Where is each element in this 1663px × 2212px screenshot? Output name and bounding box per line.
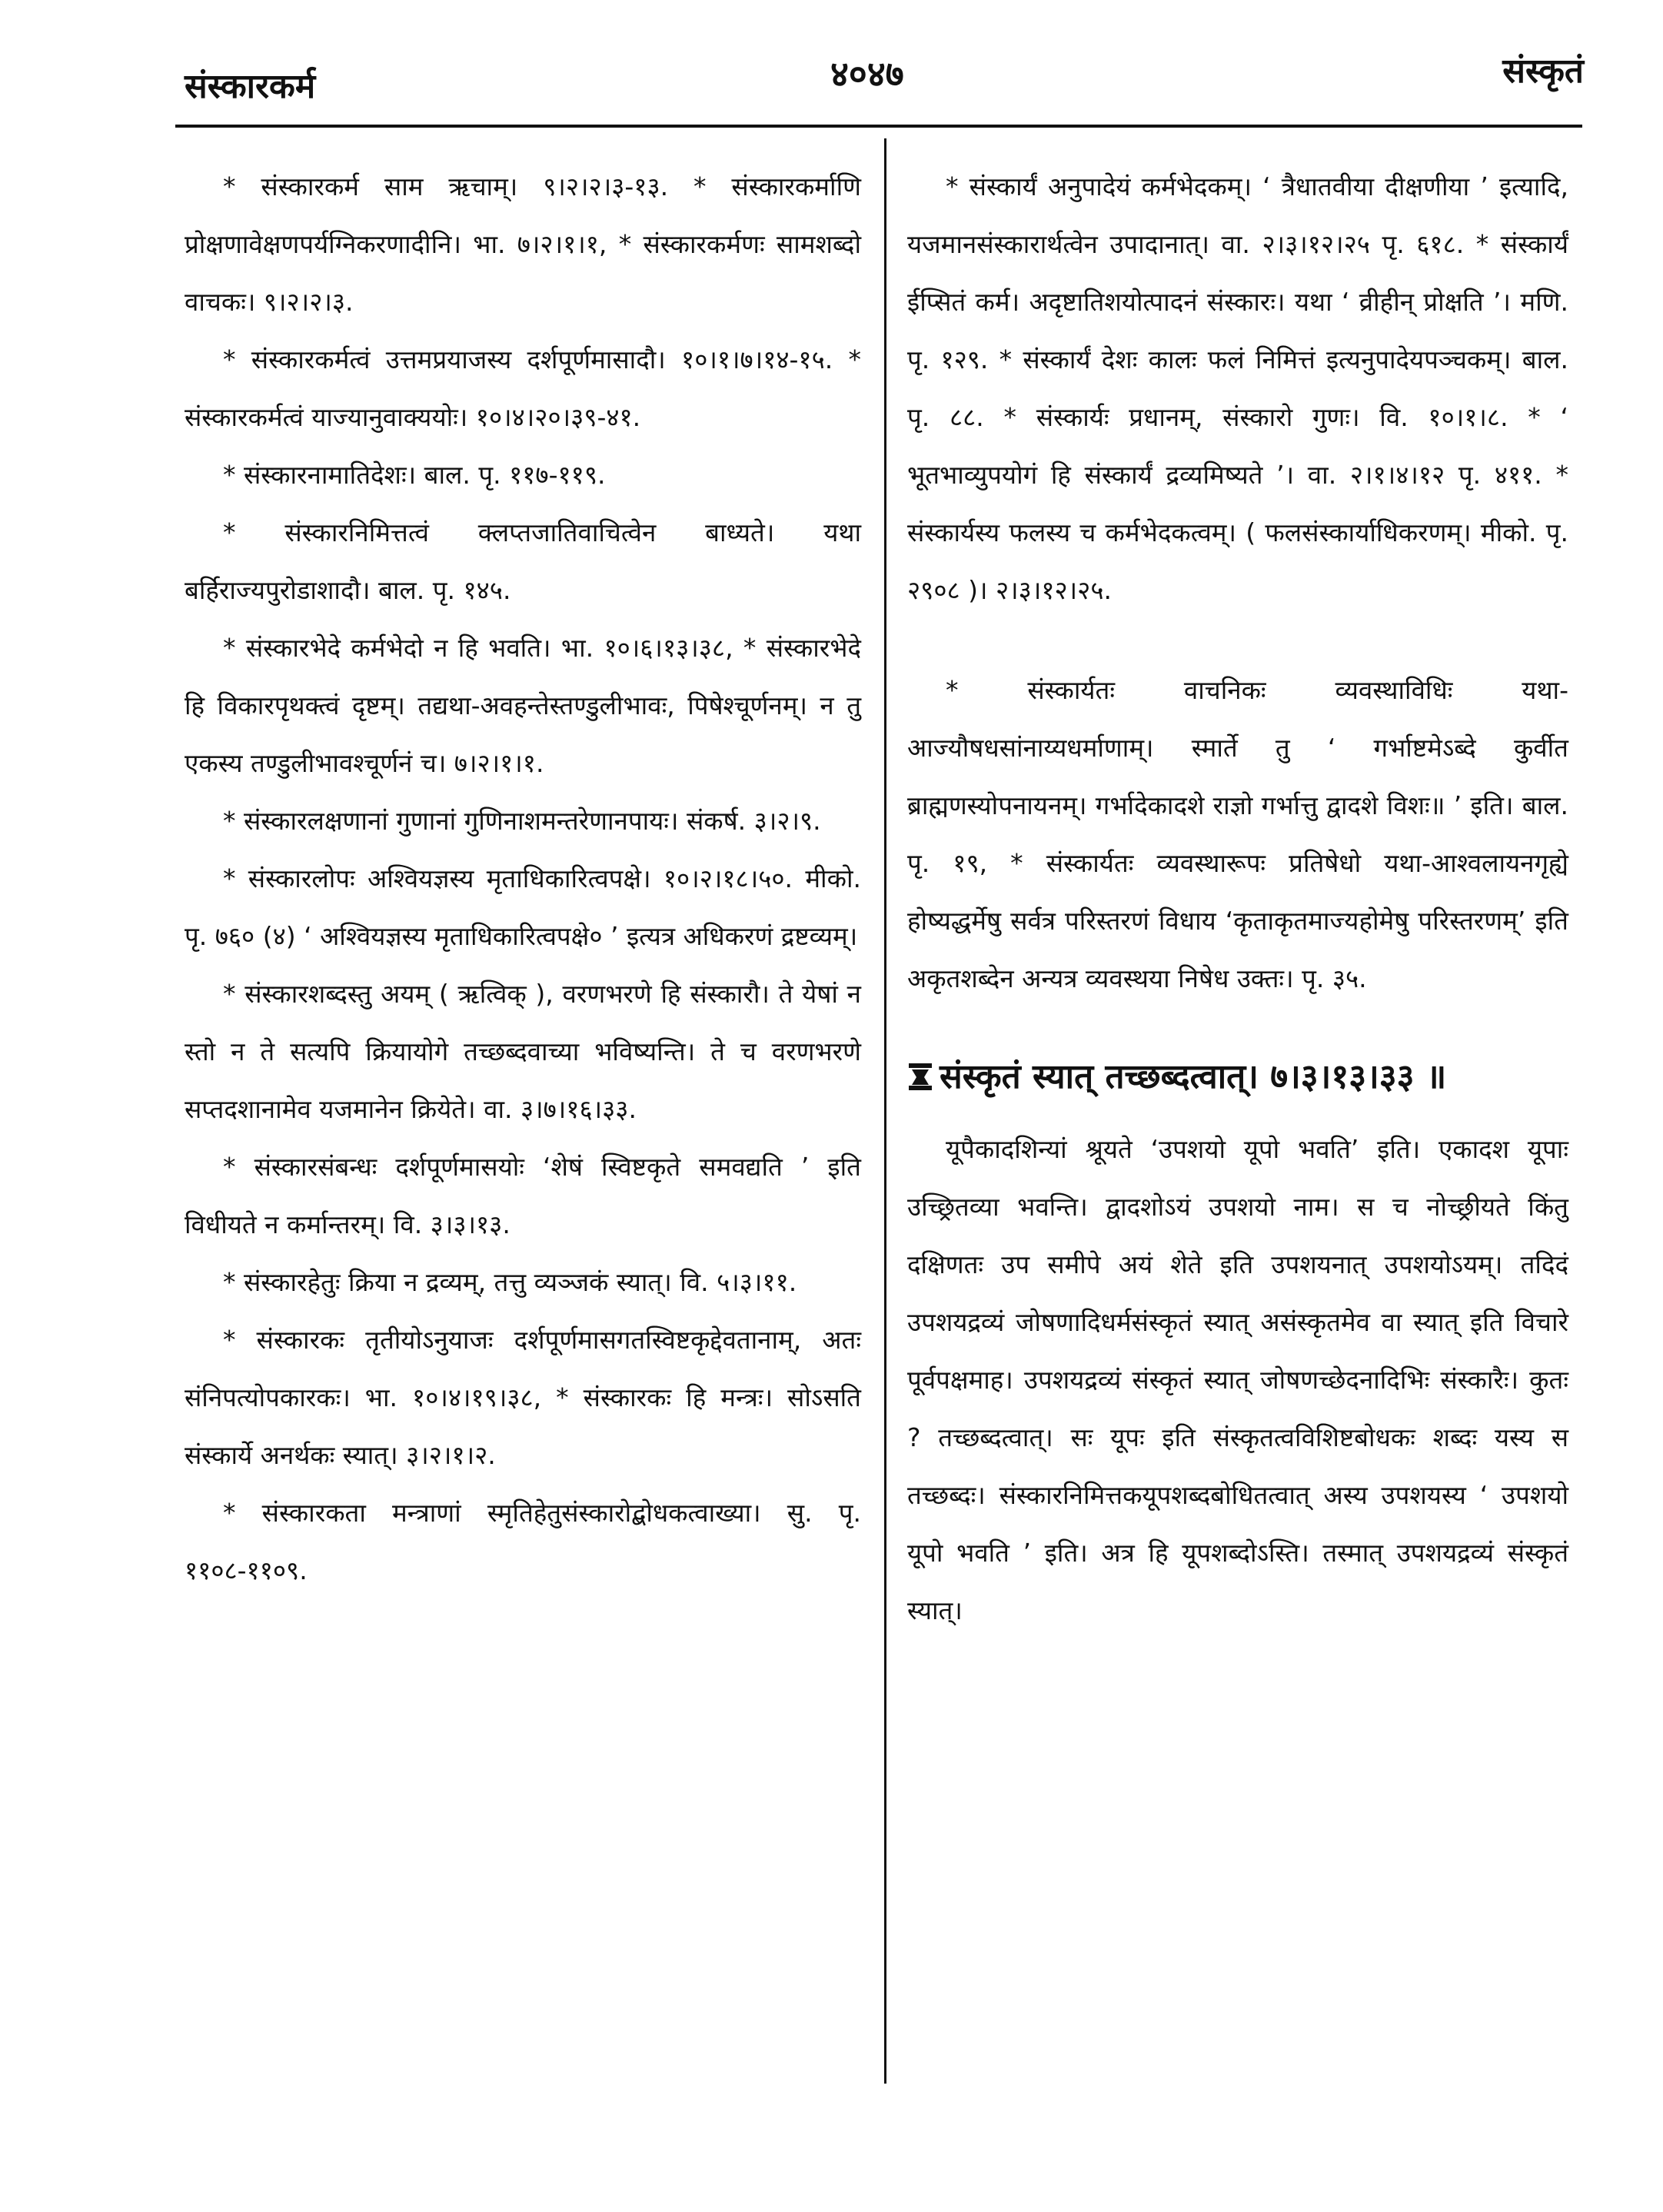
left-column — [185, 158, 861, 1599]
running-head-right: संस्कृतं — [1502, 52, 1584, 91]
sutra-text: संस्कृतं स्यात् तच्छब्दत्वात्। ७।३।१३।३३ ॥ — [940, 1057, 1447, 1096]
entry: * संस्कार्यं अनुपादेयं कर्मभेदकम्। ‘ त्रैधातवीया दीक्षणीया ’ इत्यादि, यजमानसंस्कारार्थत्वेन उपादानात्। वा. २।३।१२।२५ पृ. ६१८. * संस्कार्यं ईप्सितं कर्म। अदृष्टातिशयोत्पादनं संस्कारः। यथा ‘ व्रीहीन् प्रोक्षति ’। मणि. पृ. १२९. * संस्कार्यं देशः कालः फलं निमित्तं इत्यनुपादेयपञ्चकम्। बाल. पृ. ८८. * संस्कार्यः प्रधानम्, संस्कारो गुणः। वि. १०।१।८. * ‘ भूतभाव्युपयोगं हि संस्कार्यं द्रव्यमिष्यते ’। वा. २।१।४।१२ पृ. ४११. * संस्कार्यस्य फलस्य च कर्मभेदकत्वम्। ( फलसंस्कार्याधिकरणम्। मीको. पृ. २९०८ )। २।३।१२।२५. — [907, 171, 1568, 605]
entry: * संस्कारसंबन्धः दर्शपूर्णमासयोः ‘शेषं स्विष्टकृते समवद्यति ’ इति विधीयते न कर्मान्तरम्। वि. ३।३।१३. — [185, 1152, 861, 1239]
entry: * संस्कारलोपः अश्वियज्ञस्य मृताधिकारित्वपक्षे। १०।२।१८।५०. मीको. पृ. ७६० (४) ‘ अश्वियज्ञस्य मृताधिकारित्वपक्षे० ’ इत्यत्र अधिकरणं द्रष्टव्यम्। — [185, 863, 861, 951]
entry: * संस्कारकः तृतीयोऽनुयाजः दर्शपूर्णमासगतस्विष्टकृद्देवतानाम्, अतः संनिपत्योपकारकः। भा. १०।४।१९।३८, * संस्कारकः हि मन्त्रः। सोऽसति संस्कार्ये अनर्थकः स्यात्। ३।२।१।२. — [185, 1325, 861, 1470]
entry: * संस्कारकर्मत्वं उत्तमप्रयाजस्य दर्शपूर्णमासादौ। १०।१।७।१४-१५. * संस्कारकर्मत्वं याज्यानुवाक्ययोः। १०।४।२०।३९-४१. — [185, 344, 861, 432]
page-number: ४०४७ — [830, 53, 904, 95]
entry: * संस्कारभेदे कर्मभेदो न हि भवति। भा. १०।६।१३।३८, * संस्कारभेदे हि विकारपृथक्त्वं दृष्टम्। तद्यथा-अवहन्तेस्तण्डुलीभावः, पिषेश्चूर्णनम्। न तु एकस्य तण्डुलीभावश्चूर्णनं च। ७।२।१।१. — [185, 633, 861, 778]
entry: * संस्कारहेतुः क्रिया न द्रव्यम्, तत्तु व्यञ्जकं स्यात्। वि. ५।३।११. — [223, 1267, 797, 1297]
header-rule — [175, 125, 1582, 128]
entry: * संस्कारकता मन्त्राणां स्मृतिहेतुसंस्कारोद्बोधकत्वाख्या। सु. पृ. ११०८-११०९. — [185, 1498, 861, 1585]
entry: * संस्कारनिमित्तत्वं क्लप्तजातिवाचित्वेन बाध्यते। यथा बर्हिराज्यपुरोडाशादौ। बाल. पृ. १४५. — [185, 517, 861, 605]
entry: * संस्कारशब्दस्तु अयम् ( ऋत्विक् ), वरणभरणे हि संस्कारौ। ते येषां न स्तो न ते सत्यपि क्रियायोगे तच्छब्दवाच्या भविष्यन्ति। ते च वरणभरणे सप्तदशानामेव यजमानेन क्रियेते। वा. ३।७।१६।३३. — [185, 979, 861, 1124]
column-divider — [884, 138, 886, 2084]
commentary: यूपैकादशिन्यां श्रूयते ‘उपशयो यूपो भवति’ इति। एकादश यूपाः उच्छ्रितव्या भवन्ति। द्वादशोऽयं उपशयो नाम। स च नोच्छ्रीयते किंतु दक्षिणतः उप समीपे अयं शेते इति उपशयनात् उपशयोऽयम्। तदिदं उपशयद्रव्यं जोषणादिधर्मसंस्कृतं स्यात् असंस्कृतमेव वा स्यात् इति विचारे पूर्वपक्षमाह। उपशयद्रव्यं संस्कृतं स्यात् जोषणच्छेदनादिभिः संस्कारैः। कुतः ? तच्छब्दत्वात्। सः यूपः इति संस्कृतत्वविशिष्टबोधकः शब्दः यस्य स तच्छब्दः। संस्कारनिमित्तकयूपशब्दबोधितत्वात् अस्य उपशयस्य ‘ उपशयो यूपो भवति ’ इति। अत्र हि यूपशब्दोऽस्ति। तस्मात् उपशयद्रव्यं संस्कृतं स्यात्। — [907, 1134, 1568, 1625]
entry: * संस्कारकर्म साम ऋचाम्। ९।२।२।३-१३. * संस्कारकर्माणि प्रोक्षणावेक्षणपर्यग्निकरणादीनि। भा. ७।२।१।१, * संस्कारकर्मणः सामशब्दो वाचकः। ९।२।२।३. — [185, 171, 861, 317]
right-column — [907, 158, 1568, 1639]
entry: * संस्कारलक्षणानां गुणानां गुणिनाशमन्तरेणानपायः। संकर्ष. ३।२।९. — [223, 806, 821, 836]
sutra-marker-icon — [907, 1062, 933, 1091]
entry: * संस्कारनामातिदेशः। बाल. पृ. ११७-११९. — [223, 460, 606, 490]
sutra-heading — [907, 1049, 1568, 1105]
entry: * संस्कार्यतः वाचनिकः व्यवस्थाविधिः यथा-आज्यौषधसांनाय्यधर्माणाम्। स्मार्ते तु ‘ गर्भाष्टमेऽब्दे कुर्वीत ब्राह्मणस्योपनायनम्। गर्भादेकादशे राज्ञो गर्भात्तु द्वादशे विशः॥ ’ इति। बाल. पृ. १९, * संस्कार्यतः व्यवस्थारूपः प्रतिषेधो यथा-आश्वलायनगृह्ये होष्यद्धर्मेषु सर्वत्र परिस्तरणं विधाय ‘कृताकृतमाज्यहोमेषु परिस्तरणम्’ इति अकृतशब्देन अन्यत्र व्यवस्थया निषेध उक्तः। पृ. ३५. — [907, 675, 1568, 993]
page-header — [177, 31, 1584, 106]
running-head-left: संस्कारकर्म — [185, 67, 316, 106]
